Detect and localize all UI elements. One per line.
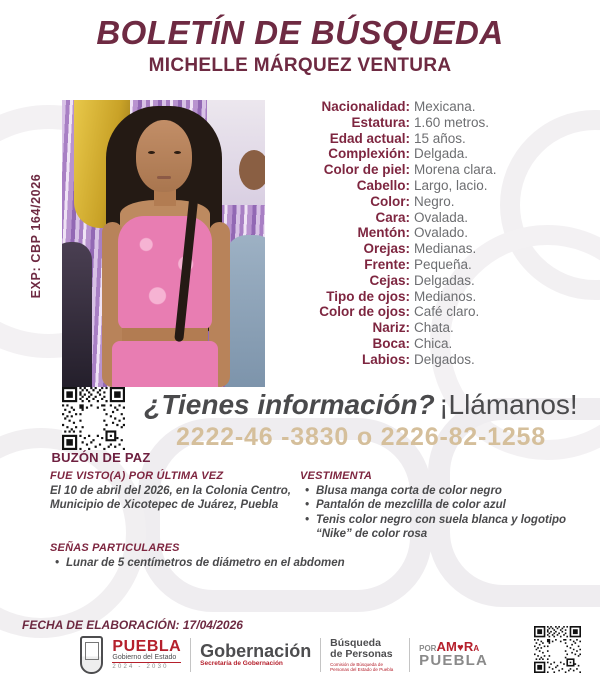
gobernacion-logo-name: Gobernación bbox=[200, 641, 312, 661]
clothing-item: • Tenis color negro con suela blanca y logotipo “Nike” de color rosa bbox=[316, 513, 588, 542]
busqueda-logo bbox=[330, 638, 400, 672]
detail-value: 1.60 metros. bbox=[414, 114, 490, 130]
detail-row bbox=[298, 146, 590, 162]
phone-numbers: 2222-46 -3830 o 2226-82-1258 bbox=[176, 423, 546, 451]
detail-label: Orejas: bbox=[363, 241, 410, 257]
qr-code-icon bbox=[534, 626, 581, 673]
qr-code-buzon-de-paz bbox=[62, 387, 125, 450]
por-amor-a-puebla-logo bbox=[419, 639, 488, 669]
detail-label: Boca: bbox=[372, 335, 410, 351]
case-number: EXP: CBP 164/2026 bbox=[29, 173, 43, 299]
detail-row bbox=[298, 336, 590, 352]
logo-divider bbox=[190, 638, 191, 672]
photo-left-person bbox=[62, 242, 92, 387]
detail-label: Labios: bbox=[361, 351, 410, 367]
detail-value: Delgada. bbox=[414, 146, 469, 162]
contact-line bbox=[130, 389, 592, 421]
detail-row bbox=[298, 257, 590, 273]
puebla-logo bbox=[112, 640, 181, 670]
puebla-logo-name: PUEBLA bbox=[112, 638, 182, 655]
person-photo bbox=[62, 100, 265, 387]
particular-signs-heading: SEÑAS PARTICULARES bbox=[50, 542, 180, 554]
photo-pink-skirt bbox=[112, 341, 218, 387]
description-list bbox=[298, 99, 590, 368]
por-text: POR bbox=[419, 644, 437, 653]
amor-puebla-text: PUEBLA bbox=[419, 652, 488, 669]
puebla-logo-sub: Gobierno del Estado bbox=[112, 654, 177, 661]
clothing-section bbox=[300, 470, 588, 542]
detail-row bbox=[298, 131, 590, 147]
busqueda-logo-line: Búsqueda bbox=[330, 637, 381, 649]
detail-value: Café claro. bbox=[414, 304, 480, 320]
detail-value: 15 años. bbox=[414, 130, 466, 146]
detail-value: Morena clara. bbox=[414, 162, 497, 178]
amor-text: AM ♥ R bbox=[436, 639, 473, 654]
busqueda-logo-sub: Comisión de Búsqueda de Personas del Estado de Puebla bbox=[330, 662, 394, 672]
puebla-coat-of-arms-icon bbox=[80, 636, 103, 674]
clothing-list bbox=[300, 484, 588, 542]
detail-value: Delgadas. bbox=[414, 272, 475, 288]
detail-label: Frente: bbox=[364, 256, 410, 272]
detail-value: Medianas. bbox=[414, 241, 477, 257]
last-seen-section bbox=[50, 470, 298, 513]
detail-row bbox=[298, 115, 590, 131]
last-seen-line: Municipio de Xicotepec de Juárez, Puebla bbox=[50, 499, 279, 512]
last-seen-line: El 10 de abril del 2026, en la Colonia Centro, bbox=[50, 485, 291, 497]
qr-code-icon bbox=[62, 387, 125, 450]
detail-row bbox=[298, 241, 590, 257]
particular-signs-section bbox=[50, 542, 400, 570]
logo-divider bbox=[320, 638, 321, 672]
detail-label: Complexión: bbox=[328, 146, 410, 162]
detail-row bbox=[298, 273, 590, 289]
detail-label: Cabello: bbox=[356, 177, 410, 193]
qr-code-footer bbox=[534, 626, 581, 673]
detail-label: Edad actual: bbox=[329, 130, 410, 146]
gobernacion-logo bbox=[200, 643, 311, 667]
detail-label: Estatura: bbox=[351, 114, 410, 130]
detail-value: Ovalada. bbox=[414, 209, 469, 225]
photo-face bbox=[136, 120, 192, 192]
busqueda-logo-line: de Personas bbox=[330, 648, 393, 660]
clothing-heading: VESTIMENTA bbox=[300, 470, 373, 482]
particular-sign-item: • Lunar de 5 centímetros de diámetro en el abdomen bbox=[66, 556, 400, 570]
detail-row bbox=[298, 178, 590, 194]
puebla-logo-years: 2024 - 2030 bbox=[112, 662, 181, 670]
detail-value: Mexicana. bbox=[414, 99, 476, 114]
detail-label: Cara: bbox=[375, 209, 410, 225]
detail-row bbox=[298, 194, 590, 210]
detail-row bbox=[298, 304, 590, 320]
detail-value: Delgados. bbox=[414, 351, 475, 367]
footer-logos bbox=[80, 633, 488, 677]
logo-divider bbox=[409, 638, 410, 672]
detail-value: Pequeña. bbox=[414, 256, 472, 272]
particular-signs-list bbox=[50, 556, 400, 570]
detail-row bbox=[298, 162, 590, 178]
detail-label: Cejas: bbox=[369, 272, 410, 288]
photo-pink-top bbox=[118, 216, 212, 330]
clothing-item: • Pantalón de mezclilla de color azul bbox=[316, 498, 588, 512]
detail-row bbox=[298, 210, 590, 226]
clothing-item: • Blusa manga corta de color negro bbox=[316, 484, 588, 498]
last-seen-heading: FUE VISTO(A) POR ÚLTIMA VEZ bbox=[50, 470, 224, 482]
amor-a-text: A bbox=[473, 644, 480, 653]
detail-row bbox=[298, 99, 590, 115]
contact-callus: ¡Llámanos! bbox=[439, 389, 578, 420]
detail-label: Nariz: bbox=[372, 320, 410, 336]
detail-row bbox=[298, 320, 590, 336]
gobernacion-logo-sub: Secretaría de Gobernación bbox=[200, 660, 283, 667]
detail-value: Medianos. bbox=[414, 288, 477, 304]
elaboration-date: FECHA DE ELABORACIÓN: 17/04/2026 bbox=[22, 618, 243, 632]
detail-label: Color de ojos: bbox=[319, 304, 410, 320]
buzon-de-paz-label: BUZÓN DE PAZ bbox=[51, 450, 151, 465]
photo-right-person-face bbox=[239, 150, 265, 190]
detail-row bbox=[298, 289, 590, 305]
detail-label: Tipo de ojos: bbox=[326, 288, 410, 304]
detail-value: Chica. bbox=[414, 335, 453, 351]
detail-value: Largo, lacio. bbox=[414, 177, 488, 193]
detail-label: Color de piel: bbox=[323, 162, 410, 178]
detail-label: Color: bbox=[370, 193, 410, 209]
header bbox=[0, 14, 600, 77]
contact-block bbox=[130, 389, 592, 452]
detail-row bbox=[298, 225, 590, 241]
detail-label: Nacionalidad: bbox=[321, 99, 410, 114]
person-name: MICHELLE MÁRQUEZ VENTURA bbox=[148, 55, 452, 76]
page-title: BOLETÍN DE BÚSQUEDA bbox=[96, 14, 504, 51]
detail-value: Chata. bbox=[414, 320, 454, 336]
detail-row bbox=[298, 352, 590, 368]
detail-value: Negro. bbox=[414, 193, 455, 209]
photo-right-person bbox=[225, 235, 265, 387]
detail-value: Ovalado. bbox=[414, 225, 469, 241]
contact-question: ¿Tienes información? bbox=[144, 389, 435, 420]
detail-label: Mentón: bbox=[357, 225, 410, 241]
